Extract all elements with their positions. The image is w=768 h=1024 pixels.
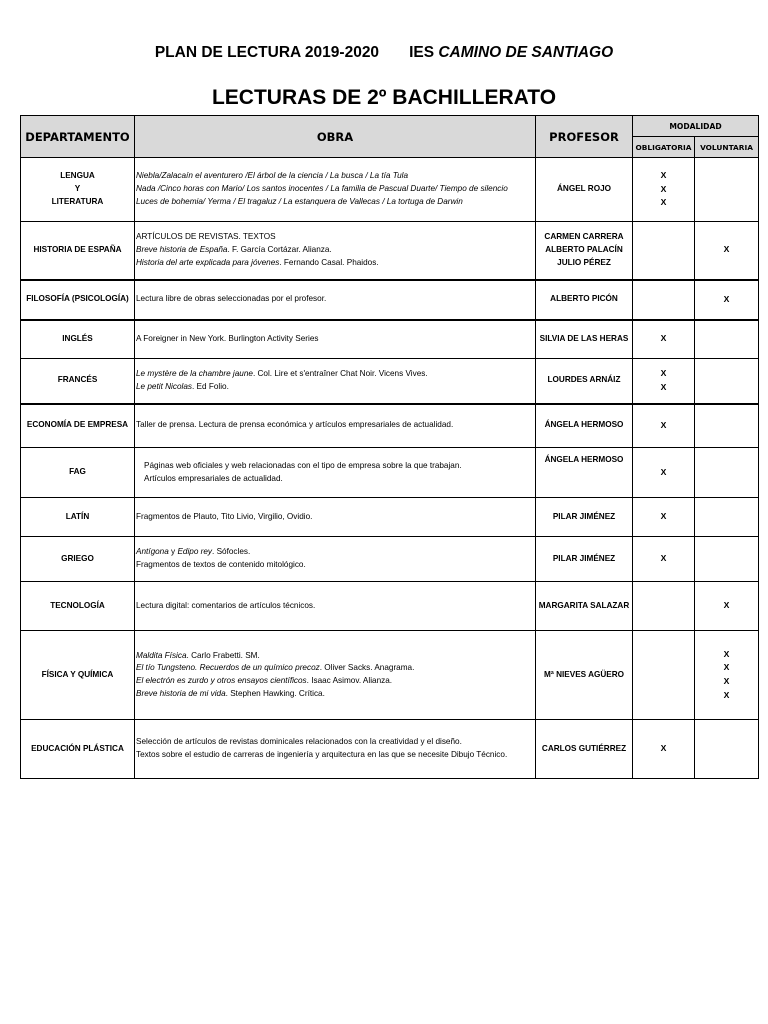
departamento-cell xyxy=(21,320,135,359)
profesor-cell xyxy=(536,537,633,582)
departamento-cell xyxy=(21,158,135,222)
obra-line xyxy=(136,675,534,688)
voluntaria-cell xyxy=(695,720,759,779)
obra-line xyxy=(136,473,534,486)
document-header xyxy=(0,44,768,62)
book-detail: ARTÍCULOS DE REVISTAS. TEXTOS xyxy=(136,232,276,242)
voluntaria-cell xyxy=(695,280,759,320)
voluntaria-cell xyxy=(695,359,759,404)
profesor-name: SILVIA DE LAS HERAS xyxy=(539,333,629,343)
voluntaria-mark: X xyxy=(723,676,730,686)
book-detail: . F. García Cortázar. Alianza. xyxy=(227,244,332,254)
voluntaria-cell xyxy=(695,582,759,631)
voluntaria-mark: X xyxy=(723,689,730,700)
voluntaria-cell xyxy=(695,448,759,498)
obra-line xyxy=(136,662,534,675)
table-row xyxy=(21,222,759,280)
departamento-cell xyxy=(21,537,135,582)
obra-line xyxy=(136,650,534,663)
table-body xyxy=(21,158,759,779)
book-detail: Páginas web oficiales y web relacionadas con el tipo de empresa sobre la que trabajan. xyxy=(144,460,462,470)
table-row xyxy=(21,280,759,320)
obligatoria-cell xyxy=(633,720,695,779)
profesor-name: MARGARITA SALAZAR xyxy=(538,600,630,610)
obligatoria-cell xyxy=(633,359,695,404)
voluntaria-cell xyxy=(695,158,759,222)
book-detail: Selección de artículos de revistas dominicales relacionados con la creatividad y el diseño. xyxy=(136,737,462,747)
obra-line xyxy=(136,368,534,381)
book-title: Edipo rey xyxy=(177,547,213,557)
obligatoria-cell xyxy=(633,404,695,448)
obra-cell xyxy=(135,359,536,404)
obra-cell xyxy=(135,631,536,720)
book-detail: A Foreigner in New York. Burlington Activity Series xyxy=(136,333,319,343)
obligatoria-mark: X xyxy=(660,511,667,522)
obligatoria-mark: X xyxy=(660,169,667,180)
obra-line xyxy=(136,460,534,473)
obra-line xyxy=(136,183,534,196)
obligatoria-mark: X xyxy=(660,419,667,430)
book-detail: . Fernando Casal. Phaidos. xyxy=(279,257,379,267)
profesor-cell xyxy=(536,404,633,448)
departamento-name: TECNOLOGÍA xyxy=(50,600,105,610)
book-detail: . Stephen Hawking. Crítica. xyxy=(225,688,325,698)
book-title: Breve historia de España xyxy=(136,244,228,254)
voluntaria-cell xyxy=(695,404,759,448)
obra-line xyxy=(136,257,534,270)
profesor-name: CARMEN CARRERA xyxy=(544,232,624,242)
obra-line xyxy=(136,546,534,559)
obligatoria-cell xyxy=(633,280,695,320)
obligatoria-cell xyxy=(633,498,695,537)
obligatoria-mark: X xyxy=(660,333,667,344)
book-title: Maldita Física xyxy=(136,650,187,660)
obra-line xyxy=(136,381,534,394)
obligatoria-mark: X xyxy=(660,553,667,564)
obra-line xyxy=(136,293,534,306)
profesor-cell xyxy=(536,720,633,779)
obra-line xyxy=(136,333,534,346)
book-detail: Taller de prensa. Lectura de prensa económica y artículos empresariales de actualidad. xyxy=(136,420,454,430)
departamento-name: LENGUA xyxy=(60,171,95,181)
departamento-name: ECONOMÍA DE EMPRESA xyxy=(26,420,129,430)
obligatoria-mark: X xyxy=(660,197,667,208)
book-title: Luces de bohemia/ Yerma / El tragaluz / La estanquera de Vallecas / La tortuga de Darwin xyxy=(136,196,463,206)
departamento-cell xyxy=(21,280,135,320)
obligatoria-cell xyxy=(633,582,695,631)
book-detail: y xyxy=(168,547,178,557)
table-row xyxy=(21,404,759,448)
voluntaria-cell xyxy=(695,631,759,720)
departamento-name: FÍSICA Y QUÍMICA xyxy=(41,669,114,679)
profesor-name: ALBERTO PICÓN xyxy=(550,294,618,304)
column-header-obligatoria: OBLIGATORIA xyxy=(633,137,695,158)
profesor-name: PILAR JIMÉNEZ xyxy=(552,553,616,563)
column-header-obra: OBRA xyxy=(135,116,536,158)
departamento-name: FILOSOFÍA (PSICOLOGÍA) xyxy=(26,294,129,304)
column-header-modalidad: MODALIDAD xyxy=(633,116,759,137)
obra-cell xyxy=(135,537,536,582)
book-detail: . Sófocles. xyxy=(212,547,251,557)
departamento-name: LITERATURA xyxy=(51,196,104,206)
profesor-cell xyxy=(536,498,633,537)
voluntaria-mark: X xyxy=(723,293,730,304)
table-row xyxy=(21,158,759,222)
obra-cell xyxy=(135,158,536,222)
table-row xyxy=(21,448,759,498)
profesor-name: PILAR JIMÉNEZ xyxy=(552,511,616,521)
departamento-cell xyxy=(21,498,135,537)
column-header-profesor: PROFESOR xyxy=(536,116,633,158)
departamento-name: HISTORIA DE ESPAÑA xyxy=(33,244,122,254)
voluntaria-mark: X xyxy=(723,244,730,255)
book-title: Antígona xyxy=(136,547,169,557)
obra-cell xyxy=(135,448,536,498)
obra-line xyxy=(136,559,534,572)
table-row xyxy=(21,498,759,537)
obligatoria-cell xyxy=(633,448,695,498)
voluntaria-mark: X xyxy=(723,662,730,673)
reading-plan-table xyxy=(20,115,759,779)
table-row xyxy=(21,582,759,631)
page-title: LECTURAS DE 2º BACHILLERATO xyxy=(211,86,557,109)
obra-cell xyxy=(135,222,536,280)
profesor-cell xyxy=(536,280,633,320)
profesor-name: ÁNGELA HERMOSO xyxy=(544,420,624,430)
obligatoria-mark: X xyxy=(660,743,667,754)
obra-line xyxy=(136,688,534,701)
book-title: Le petit Nicolas xyxy=(136,381,192,391)
voluntaria-cell xyxy=(695,537,759,582)
profesor-cell xyxy=(536,582,633,631)
profesor-cell xyxy=(536,158,633,222)
departamento-cell xyxy=(21,404,135,448)
obra-line xyxy=(136,749,534,762)
obligatoria-cell xyxy=(633,158,695,222)
table-row xyxy=(21,720,759,779)
obra-line xyxy=(136,511,534,524)
voluntaria-cell xyxy=(695,498,759,537)
book-detail: Fragmentos de Plauto, Tito Livio, Virgilio, Ovidio. xyxy=(136,511,313,521)
profesor-name: ALBERTO PALACÍN xyxy=(545,244,623,254)
obra-cell xyxy=(135,320,536,359)
profesor-cell xyxy=(536,448,633,498)
obligatoria-cell xyxy=(633,320,695,359)
ies-label: IES xyxy=(409,44,435,61)
book-title: El electrón es zurdo y otros ensayos científicos xyxy=(136,676,307,685)
profesor-name: CARLOS GUTIÉRREZ xyxy=(541,743,627,753)
book-detail: Textos sobre el estudio de carreras de ingeniería y arquitectura en las que se necesite Dibujo Técnico. xyxy=(136,750,508,759)
profesor-cell xyxy=(536,631,633,720)
obligatoria-mark: X xyxy=(660,183,667,194)
book-title: Breve historia de mi vida xyxy=(136,688,226,698)
voluntaria-mark: X xyxy=(723,648,730,659)
column-header-departamento: DEPARTAMENTO xyxy=(21,116,135,158)
departamento-name: INGLÉS xyxy=(62,333,93,343)
profesor-name: Mª NIEVES AGÜERO xyxy=(543,669,625,679)
table-row xyxy=(21,631,759,720)
obra-cell xyxy=(135,404,536,448)
book-detail: . Carlo Frabetti. SM. xyxy=(186,650,260,660)
departamento-cell xyxy=(21,631,135,720)
book-title: Nada /Cinco horas con Mario/ Los santos inocentes / La familia de Pascual Duarte/ Tiempo de silencio xyxy=(136,184,508,194)
obra-line xyxy=(136,231,534,244)
profesor-name: JULIO PÉREZ xyxy=(557,257,611,267)
book-detail: Fragmentos de textos de contenido mitológico. xyxy=(136,560,306,569)
departamento-name: EDUCACIÓN PLÁSTICA xyxy=(31,743,124,753)
profesor-cell xyxy=(536,359,633,404)
voluntaria-cell xyxy=(695,222,759,280)
book-detail: . Isaac Asimov. Alianza. xyxy=(306,676,393,685)
departamento-name: LATÍN xyxy=(65,511,90,521)
obra-cell xyxy=(135,498,536,537)
obligatoria-cell xyxy=(633,537,695,582)
book-title: Niebla/Zalacaín el aventurero /El árbol de la ciencia / La busca / La tía Tula xyxy=(136,171,409,181)
profesor-name: ÁNGELA HERMOSO xyxy=(544,455,624,464)
departamento-name: FAG xyxy=(69,467,86,477)
book-detail: Lectura libre de obras seleccionadas por el profesor. xyxy=(136,294,327,304)
obligatoria-mark: X xyxy=(660,381,667,392)
departamento-cell xyxy=(21,222,135,280)
book-title: El tío Tungsteno. Recuerdos de un químico precoz xyxy=(136,663,320,673)
departamento-cell xyxy=(21,448,135,498)
plan-title: PLAN DE LECTURA 2019-2020 xyxy=(154,44,380,61)
column-header-voluntaria: VOLUNTARIA xyxy=(695,137,759,158)
book-detail: Artículos empresariales de actualidad. xyxy=(144,473,283,483)
book-detail: . Ed Folio. xyxy=(191,381,229,391)
departamento-cell xyxy=(21,720,135,779)
departamento-cell xyxy=(21,359,135,404)
voluntaria-mark: X xyxy=(723,600,730,611)
obra-line xyxy=(136,244,534,257)
departamento-name: Y xyxy=(74,184,81,194)
book-detail: Lectura digital: comentarios de artículos técnicos. xyxy=(136,600,316,610)
obra-cell xyxy=(135,582,536,631)
profesor-name: ÁNGEL ROJO xyxy=(557,184,611,194)
school-name: CAMINO DE SANTIAGO xyxy=(438,44,614,61)
obra-cell xyxy=(135,720,536,779)
departamento-cell xyxy=(21,582,135,631)
book-detail: . Oliver Sacks. Anagrama. xyxy=(319,663,415,673)
book-title: Le mystère de la chambre jaune xyxy=(136,369,253,379)
obra-line xyxy=(136,736,534,749)
table-row xyxy=(21,537,759,582)
obra-cell xyxy=(135,280,536,320)
obligatoria-cell xyxy=(633,222,695,280)
table-row xyxy=(21,359,759,404)
obligatoria-cell xyxy=(633,631,695,720)
obra-line xyxy=(136,419,534,432)
obligatoria-mark: X xyxy=(660,466,667,477)
book-title: Historia del arte explicada para jóvenes xyxy=(136,257,280,267)
obra-line xyxy=(136,170,534,183)
book-detail: . Col. Lire et s'entraîner Chat Noir. Vicens Vives. xyxy=(252,369,428,379)
profesor-cell xyxy=(536,320,633,359)
obra-line xyxy=(136,600,534,613)
profesor-name: LOURDES ARNÁIZ xyxy=(547,375,621,385)
obligatoria-mark: X xyxy=(660,368,667,378)
voluntaria-cell xyxy=(695,320,759,359)
departamento-name: GRIEGO xyxy=(61,553,94,563)
table-row xyxy=(21,320,759,359)
departamento-name: FRANCÉS xyxy=(57,375,98,385)
profesor-cell xyxy=(536,222,633,280)
obra-line xyxy=(136,196,534,209)
